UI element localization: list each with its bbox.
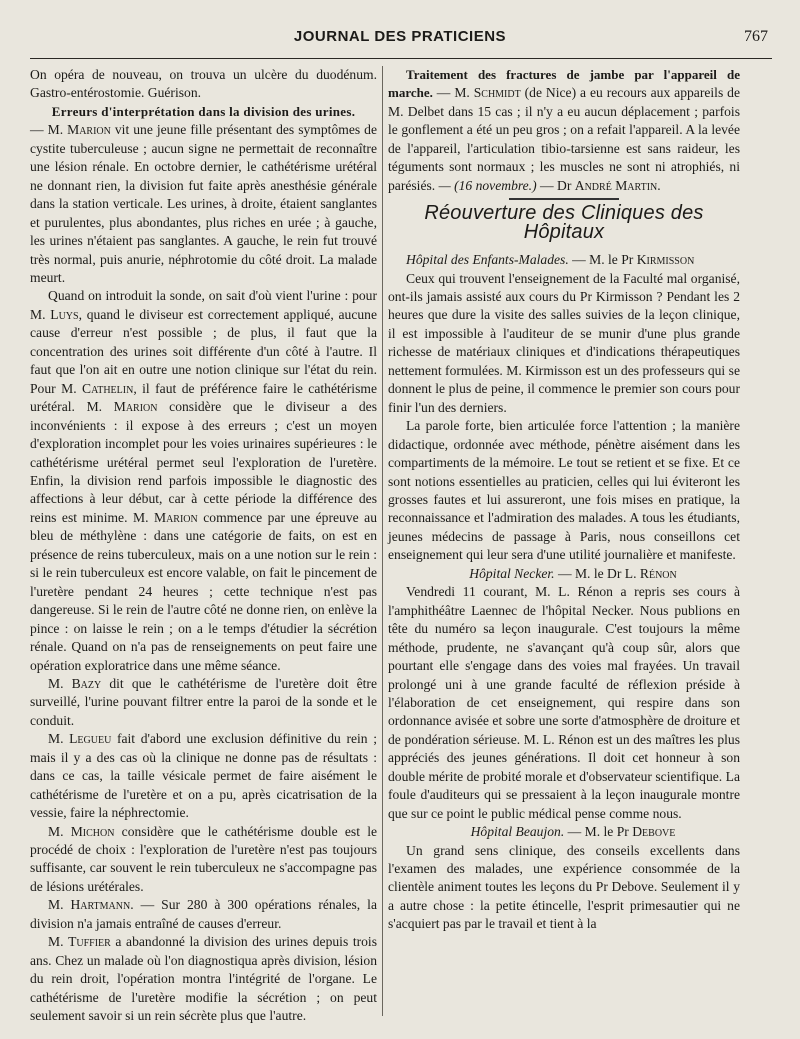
paragraph — [30, 675, 377, 730]
person-name: Debove — [632, 824, 676, 840]
text: considère que le cathétérisme double est le procédé de choix : l'exploration de l'uretère n'est pas toujours suffisante, car souvent le rein tuberculeux ne s'accompagne pas de lésions urétérales. — [30, 823, 378, 894]
paragraph — [30, 823, 377, 897]
paragraph: Ceux qui trouvent l'enseignement de la Faculté mal organisé, ont-ils jamais assisté aux cours du Pr Kirmisson ? Pendant les 2 heures que dure la visite des salles suivies de la leçon clinique, il est impossible à l'auditeur de se munir d'une plus grande richesse de matériaux cliniques et d'indications thérapeutiques nettement formulées. M. Kirmisson est un des professeurs qui se donnent le plus de peine, il commence le premier son cours pour finir l'un des derniers. — [388, 270, 740, 415]
person-name: Marion — [67, 122, 111, 138]
paragraph: On opéra de nouveau, on trouva un ulcère du duodénum. Gastro-entérostomie. Guérison. — [30, 67, 377, 101]
left-column — [30, 66, 377, 1026]
author-signature: André Martin — [574, 177, 658, 193]
text: — M. le Pr — [564, 824, 633, 840]
text: — M. le Pr — [568, 252, 637, 268]
person-name: Legueu — [69, 731, 112, 747]
journal-title: JOURNAL DES PRATICIENS — [293, 28, 507, 45]
text: considère que le diviseur a des inconvénients : il expose à des erreurs ; c'est un moyen d'exploration incomplet pour les voies urinaires supérieures : le cathétérisme urétéral permet seul l'exploration de l'uretère. Enfin, la division rend parfois impossible le diagnostic des affections à leur début, car à cette période la différence des reins est minime. M. — [30, 399, 377, 525]
person-name: Rénon — [639, 565, 677, 581]
text: , il faut de préférence faire le cathétérisme urétéral. M. — [30, 380, 377, 415]
person-name: Hartmann — [70, 897, 131, 913]
date: — (16 novembre.) — [435, 177, 537, 193]
hospital-heading — [388, 565, 740, 583]
person-name: Cathelin — [82, 380, 134, 396]
text: , quand le diviseur est correctement appliqué, aucune cause d'erreur n'est possible ; de plus, il faut que la concentration des urines soit différente d'un côté à l'autre. Il faut que l'on ait en outre une notion clinique sur l'état du rein. Pour M. — [30, 306, 377, 396]
paragraph — [30, 287, 377, 675]
paragraph — [388, 66, 740, 195]
person-name: Michon — [70, 823, 115, 839]
person-name: Marion — [113, 399, 158, 415]
text: Hôpital Beaujon. — [470, 824, 565, 840]
person-name: Tuffier — [68, 934, 111, 950]
text: Hôpital des Enfants-Malades. — [406, 252, 569, 268]
text: . — [657, 177, 661, 193]
text: M. — [48, 897, 71, 913]
text: . — Sur 280 à 300 opérations rénales, la division n'a jamais entraîné de causes d'erreur. — [30, 897, 377, 931]
text: M. — [48, 675, 72, 691]
hospital-heading — [388, 251, 740, 269]
running-head — [0, 28, 800, 54]
paragraph — [30, 730, 377, 822]
person-name: Marion — [153, 509, 198, 525]
text: a abandonné la division des urines depuis trois ans. Chez un malade où l'on diagnostiqua après division, lésion du rein droit, l'opération montra l'intégrité de l'organe. Le cathétérisme de l'uretère modifie la sécrétion ; on peut seulement savoir si un rein sécrète plus que l'autre. — [30, 934, 377, 1024]
text: Hôpital Necker. — [469, 565, 555, 581]
text: Quand on introduit la sonde, on sait d'où vient l'urine : pour M. — [30, 288, 377, 322]
text: — M. — [432, 85, 474, 101]
paragraph: Vendredi 11 courant, M. L. Rénon a repris ses cours à l'amphithéâtre Laennec de l'hôpital Necker. Nous publions en tête du numéro sa leçon inaugurale. C'est toujours la même méthode, prudente, ne s'avançant qu'à coup sûr, alors que pourtant elle s'engage dans des voies mal frayées. Un travail prolongé uni à une grande faculté de réflexion préside à l'élaboration de cet enseignement, qui respire dans son ordonnance avisée et sobre une sorte d'atmosphère de droiture et de pondération sérieuse. M. L. Rénon est un des maîtres les plus appréciés des jeunes générations. Il doit cet honneur à son double mérite de probité morale et d'observateur scientifique. La foule d'auditeurs qui se pressaient à la leçon inaugurale montre que sur ce point le public médical pense comme nous. — [388, 584, 740, 821]
text: dit que le cathétérisme de l'uretère doit être surveillé, l'urine pouvant filtrer entre la paroi de la sonde et le conduit. — [30, 675, 377, 728]
text: vit une jeune fille présentant des symptômes de cystite tuberculeuse ; aucun signe ne permettait de reconnaître une lésion rénale. En octobre dernier, le cathétérisme urétéral ne donnant rien, la division fut faite après anesthésie générale dans la station verticale. Les urines, à droite, étaient sanglantes et purulentes, plus abondantes, plus riches en urée ; à gauche, les urines n'étaient pas sanglantes. A gauche, le rein fut trouvé très normal, puis anurie, néphrotomie du côté droit. La malade meurt. — [30, 122, 377, 285]
paragraph: Un grand sens clinique, des conseils excellents dans l'examen des malades, une expérience consommée de la clientèle animent toutes les leçons du Pr Debove. Seulement il y a autre chose : la petite étincelle, l'esprit primesautier qui ne s'acquiert pas par le travail et tient à la — [388, 842, 740, 932]
article-title: Réouverture des Cliniques des Hôpitaux — [424, 202, 704, 243]
paragraph: La parole forte, bien articulée force l'attention ; la manière didactique, ordonnée avec méthode, pénètre aisément dans les compartiments de la mémoire. Le tout se retient et se fixe. Et ce sont notions essentielles au praticien, celles qui lui éviteront les grosses fautes et lui assureront, une fois mises en pratique, la reconnaissance et l'admiration des malades. A tous les étudiants, jeunes médecins de passage à Paris, nous conseillons cet enseignement qui leur sera d'une utilité journalière et manifeste. — [388, 418, 740, 563]
text: (de Nice) a eu recours aux appareils de M. Delbet dans 15 cas ; il n'y a eu aucun déplacement ; parfois le gonflement a été un peu gros ; on a refait l'appareil. A la levée de l'appareil, l'articulation tibio-tarsienne est sans raideur, les téguments sont normaux ; les muscles ne sont ni atrophiés, ni parésiés. — [388, 85, 740, 193]
person-name: Luys — [50, 306, 79, 322]
section-heading: Erreurs d'interprétation dans la division des urines. — [51, 103, 356, 119]
text: M. — [48, 823, 71, 839]
text: — M. le Dr L. — [554, 565, 640, 581]
paragraph — [30, 896, 377, 933]
text: — M. — [30, 122, 68, 138]
header-rule — [30, 58, 772, 59]
text: commence par une épreuve au bleu de méthylène : dans une catégorie de faits, on est en présence de reins tuberculeux, mais on a une notion sur le rein : si le rein tuberculeux est encore valable, on fait le pincement de l'uretère pendant 24 heures ; cette technique n'est pas dangereuse. Si le rein de l'autre côté ne donne rien, on enlève la pince : on laisse le rein ; on a le temps d'étudier la sécrétion rénale. Quand on n'a pas de renseignements on peut faire une opération exploratrice dans une même séance. — [30, 509, 377, 673]
hospital-heading — [388, 823, 740, 841]
ornamental-rule — [509, 198, 619, 200]
text: fait d'abord une exclusion définitive du rein ; mais il y a des cas où la clinique ne donne pas de résultats : dans ce cas, la taille vésicale permet de faire aisément le cathétérisme de l'uretère et on a pu, après cicatrisation de la vessie, faire la néphrectomie. — [30, 731, 377, 821]
text: M. — [48, 934, 69, 950]
paragraph — [30, 933, 377, 1025]
person-name: Schmidt — [473, 85, 521, 101]
right-column — [388, 66, 740, 934]
paragraph — [30, 121, 377, 287]
section-heading: Traitement des fractures de jambe par l'appareil de marche. — [388, 67, 740, 101]
page-number: 767 — [744, 28, 768, 45]
text: M. — [48, 731, 70, 747]
person-name: Bazy — [71, 675, 102, 691]
column-divider — [382, 66, 383, 1016]
text: — Dr — [536, 177, 575, 193]
person-name: Kirmisson — [636, 252, 695, 268]
